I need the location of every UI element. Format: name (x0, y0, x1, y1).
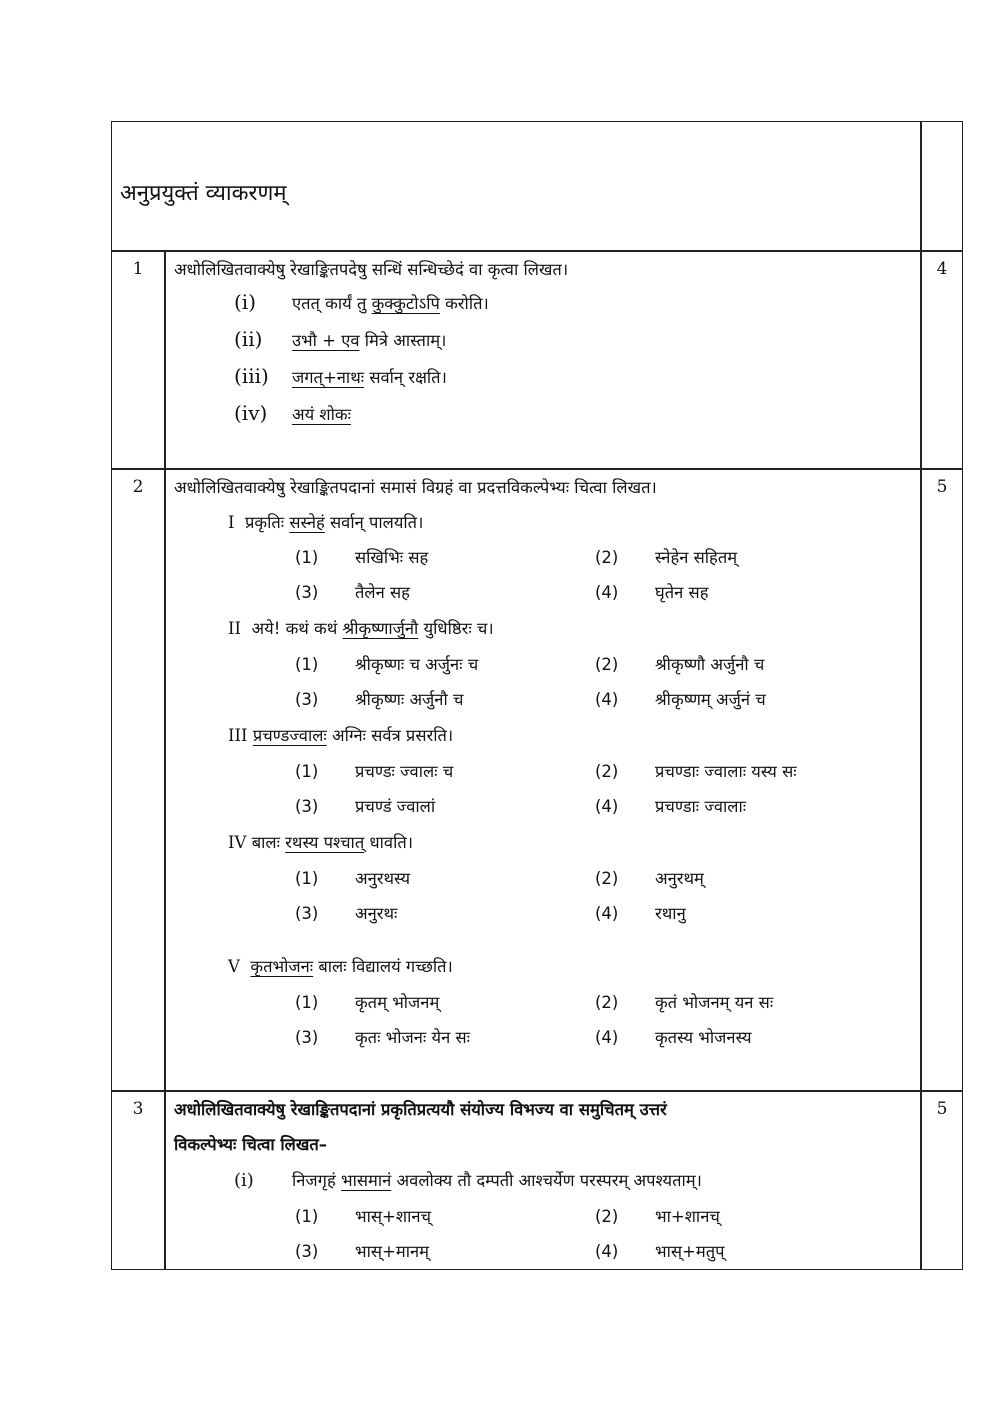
option-number: (4) (595, 690, 619, 709)
option-text: घृतेन सह (655, 583, 709, 602)
option-text: प्रचण्डः ज्वालः च (355, 762, 454, 781)
option-text: कृतं भोजनम् यन सः (655, 993, 774, 1012)
option (595, 759, 797, 782)
underlined-word: भासमानं (340, 1171, 392, 1190)
option (595, 866, 704, 889)
option (295, 866, 410, 889)
item-label: (iv) (234, 401, 268, 425)
part-text-pre: बालः (251, 833, 286, 852)
q2-part (228, 616, 494, 639)
option-number: (3) (295, 583, 319, 602)
option (295, 545, 428, 568)
option-number: (1) (295, 548, 319, 567)
question-marks: 5 (936, 1099, 948, 1119)
option-text: प्रचण्डाः ज्वालाः (655, 797, 747, 816)
option-text: भास्+शानच् (355, 1207, 431, 1226)
question-marks: 5 (936, 477, 948, 497)
row-divider-3 (112, 1090, 962, 1092)
underlined-word: प्रचण्डज्वालः (252, 726, 327, 745)
option-text: तैलेन सह (355, 583, 410, 602)
option-number: (4) (595, 797, 619, 816)
option-number: (4) (595, 904, 619, 923)
option-number: (4) (595, 583, 619, 602)
option-number: (3) (295, 797, 319, 816)
option-text: भास्+मतुप् (655, 1242, 725, 1261)
option-text: श्रीकृष्णः अर्जुनौ च (355, 690, 464, 709)
part-label: I (228, 513, 235, 532)
option-number: (2) (595, 762, 619, 781)
option-text: श्रीकृष्णौ अर्जुनौ च (655, 655, 765, 674)
q1-item (234, 327, 446, 351)
item-label: (i) (234, 290, 257, 314)
option-number: (1) (295, 655, 319, 674)
option (295, 794, 435, 817)
question-instruction-line2: विकल्पेभ्यः चित्वा लिखत– (174, 1135, 328, 1154)
option-text: अनुरथस्य (355, 869, 411, 888)
underlined-word: रथस्य पश्चात् (285, 833, 365, 852)
underlined-word: कुक्कुटोऽपि (371, 294, 440, 313)
option-number: (2) (595, 993, 619, 1012)
part-text-post: सर्वान् पालयति। (324, 513, 424, 532)
option-text: स्नेहेन सहितम् (655, 548, 738, 567)
underlined-word: उभौ + एव (292, 331, 360, 350)
option (295, 1204, 431, 1227)
question-number: 3 (132, 1099, 144, 1119)
option-number: (4) (595, 1242, 619, 1261)
option (295, 580, 410, 603)
option-text: प्रचण्डाः ज्वालाः यस्य सः (655, 762, 797, 781)
item-text-pre: निजगृहं (292, 1171, 341, 1190)
part-text-pre: प्रकृतिः (245, 513, 290, 532)
question-instruction: अधोलिखितवाक्येषु रेखाङ्कितपदेषु सन्धिं सन्धिच्छेदं वा कृत्वा लिखत। (174, 260, 569, 279)
option (295, 652, 478, 675)
item-text-pre: एतत् कार्यं तु (292, 294, 372, 313)
option-text: भा+शानच् (655, 1207, 720, 1226)
question-marks: 4 (936, 259, 948, 279)
option (595, 794, 746, 817)
option-number: (3) (295, 904, 319, 923)
part-text-pre: अये! कथं कथं (251, 619, 343, 638)
option (595, 652, 764, 675)
option (595, 580, 708, 603)
option (595, 1025, 752, 1048)
item-text-post: अवलोक्य तौ दम्पती आश्चर्येण परस्परम् अपश्यताम्। (391, 1171, 702, 1190)
row-divider-2 (112, 468, 962, 470)
option-text: अनुरथः (355, 904, 398, 923)
option-number: (2) (595, 1207, 619, 1226)
option-text: भास्+मानम् (355, 1242, 430, 1261)
q2-part (228, 723, 453, 746)
part-text-post: युधिष्ठिरः च। (418, 619, 494, 638)
option (295, 1025, 470, 1048)
part-label: III (228, 726, 248, 745)
underlined-word: श्रीकृष्णार्जुनौ (342, 619, 419, 638)
option (295, 990, 439, 1013)
option-number: (1) (295, 1207, 319, 1226)
option-text: रथानु (655, 904, 686, 923)
option-number: (3) (295, 690, 319, 709)
item-text-post: मित्रे आस्ताम्। (359, 331, 447, 350)
option (595, 1239, 725, 1262)
item-label: (ii) (234, 327, 263, 351)
item-label: (i) (234, 1170, 254, 1191)
option-number: (1) (295, 762, 319, 781)
option-number: (2) (595, 655, 619, 674)
option (295, 1239, 429, 1262)
option (595, 990, 773, 1013)
question-number: 1 (132, 259, 144, 279)
row-divider-1 (112, 250, 962, 252)
question-instruction-line1: अधोलिखितवाक्येषु रेखाङ्कितपदानां प्रकृतिप्रत्ययौ संयोज्य विभज्य वा समुचितम् उत्तरं (174, 1100, 667, 1119)
item-label: (iii) (234, 364, 269, 388)
option-text: कृतस्य भोजनस्य (655, 1028, 752, 1047)
option-number: (2) (595, 869, 619, 888)
option-number: (2) (595, 548, 619, 567)
q2-part (228, 510, 423, 533)
option-number: (1) (295, 869, 319, 888)
option-number: (4) (595, 1028, 619, 1047)
underlined-word: कृतभोजनः (250, 957, 314, 976)
option (595, 1204, 720, 1227)
part-label: V (228, 957, 240, 976)
q1-item (234, 290, 489, 314)
item-text-post: सर्वान् रक्षति। (364, 368, 447, 387)
part-text-post: अग्निः सर्वत्र प्रसरति। (326, 726, 454, 745)
underlined-word: अयं शोकः (292, 405, 351, 424)
part-text-post: धावति। (364, 833, 414, 852)
option (295, 687, 463, 710)
part-label: II (228, 619, 242, 638)
option-number: (3) (295, 1028, 319, 1047)
option-number: (3) (295, 1242, 319, 1261)
option-text: सखिभिः सह (355, 548, 429, 567)
question-instruction: अधोलिखितवाक्येषु रेखाङ्कितपदानां समासं विग्रहं वा प्रदत्तविकल्पेभ्यः चित्वा लिखत। (174, 478, 657, 497)
option (295, 759, 453, 782)
column-divider-right (920, 122, 922, 1270)
option (595, 901, 686, 924)
option-text: कृतः भोजनः येन सः (355, 1028, 470, 1047)
option (595, 687, 766, 710)
question-number: 2 (132, 477, 144, 497)
option-text: कृतम् भोजनम् (355, 993, 440, 1012)
option-text: श्रीकृष्णम् अर्जुनं च (655, 690, 766, 709)
question-table (111, 121, 963, 1270)
section-title: अनुप्रयुक्तं व्याकरणम् (120, 181, 287, 206)
part-text-post: बालः विद्यालयं गच्छति। (313, 957, 453, 976)
part-label: IV (228, 833, 247, 852)
option (595, 545, 737, 568)
q2-part (228, 954, 453, 977)
option-number: (1) (295, 993, 319, 1012)
option-text: अनुरथम् (655, 869, 704, 888)
q1-item (234, 364, 447, 388)
underlined-word: सस्नेहं (289, 513, 325, 532)
column-divider-left (164, 250, 166, 1270)
option-text: श्रीकृष्णः च अर्जुनः च (355, 655, 479, 674)
q3-item (234, 1168, 702, 1191)
q2-part (228, 830, 413, 853)
option (295, 901, 397, 924)
underlined-word: जगत्+नाथः (292, 368, 365, 387)
option-text: प्रचण्डं ज्वालां (355, 797, 436, 816)
q1-item (234, 401, 351, 425)
item-text-post: करोति। (439, 294, 489, 313)
